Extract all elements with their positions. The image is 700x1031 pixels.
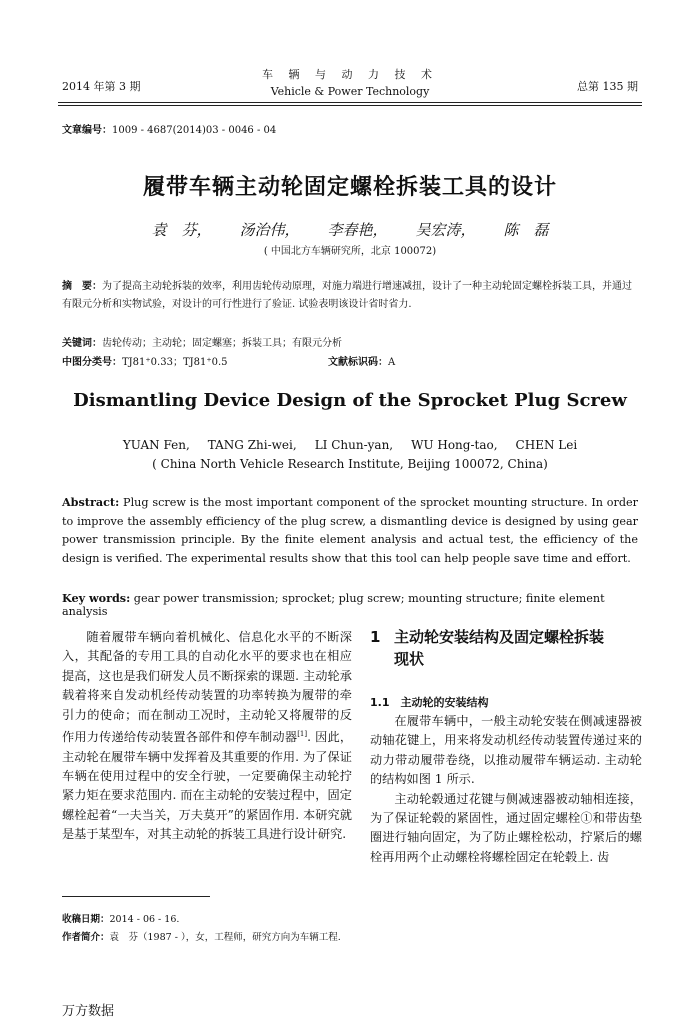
article-number (62, 121, 276, 136)
keywords-zh-label: 关键词： (62, 338, 102, 349)
author-en: CHEN Lei (515, 438, 578, 452)
keywords-zh (62, 335, 638, 352)
affiliation-en: ( China North Vehicle Research Institute, Beijing 100072, China) (152, 457, 548, 471)
abstract-en-label: Abstract: (62, 495, 120, 509)
footnote-rule (62, 896, 210, 897)
abstract-en-text: Plug screw is the most important component of the sprocket mounting structure. In order to improve the assembly efficiency of the plug screw, a dismantling device is designed by using gear power transmission principle. By the finite element analysis and actual test, the efficiency of the design is verified. The experimental results show that this tool can help people save time and effort. (62, 496, 638, 565)
header-rule (58, 102, 642, 103)
affiliation-zh: ( 中国北方车辆研究所，北京 100072) (263, 246, 437, 257)
author-zh: 陈 磊 (503, 221, 549, 239)
keywords-zh-text: 齿轮传动；主动轮；固定螺塞；拆装工具；有限元分析 (102, 338, 342, 349)
abstract-zh-text: 为了提高主动轮拆装的效率，利用齿轮传动原理，对施力端进行增速减扭，设计了一种主动轮固定螺栓拆装工具，并通过有限元分析和实物试验，对设计的可行性进行了验证. 试验表明该设计省时省力. (62, 281, 632, 310)
classification-number (62, 353, 228, 368)
title-zh: 履带车辆主动轮固定螺栓拆装工具的设计 (142, 175, 557, 200)
wanfang-watermark: 万方数据 (62, 1004, 115, 1019)
document-id-label: 文献标识码： (328, 357, 388, 368)
section-1-heading (370, 626, 640, 670)
authors-zh (0, 219, 700, 240)
article-number-value: 1009 - 4687(2014)03 - 0046 - 04 (112, 125, 277, 136)
subsection-1-1-heading: 1.1 主动轮的安装结构 (370, 696, 489, 709)
author-zh: 袁 芬， (151, 221, 212, 239)
classification-text: TJ81⁺0.33；TJ81⁺0.5 (122, 357, 228, 368)
abstract-en (62, 493, 638, 568)
intro-text-part1: 随着履带车辆向着机械化、信息化水平的不断深入，其配备的专用工具的自动化水平的要求也在相应提高，这也是我们研发人员不断探索的课题. 主动轮承载着将来自发动机经传动装置的功率转换为履带的牵引力的使命；而在制动工况时，主动轮又将履带的反作用力传递给传动装置各部件和停车制动器 (62, 630, 352, 745)
footnote-author-text: 袁 芬（1987 - ），女，工程师，研究方向为车辆工程. (109, 932, 341, 943)
author-en: TANG Zhi-wei, (207, 438, 297, 452)
article-number-label: 文章编号： (62, 125, 112, 136)
section-1-number: 1 (370, 628, 381, 646)
section-1-body (370, 712, 642, 867)
section-1-paragraph: 主动轮毂通过花键与侧减速器被动轴相连接，为了保证轮毂的紧固性，通过固定螺栓①和带齿垫圈进行轴向固定，为了防止螺栓松动，拧紧后的螺栓再用两个止动螺栓将螺栓固定在轮毂上. 齿 (370, 791, 642, 864)
author-en: WU Hong-tao, (411, 438, 498, 452)
header-rule-thin (58, 105, 642, 106)
footnote-author-label: 作者简介： (62, 932, 110, 943)
section-1-paragraph: 在履带车辆中，一般主动轮安装在侧减速器被动轴花键上，用来将发动机经传动装置传递过来的动力带动履带卷绕，以推动履带车辆运动. 主动轮的结构如图 1 所示. (370, 714, 642, 787)
author-zh: 吴宏涛， (415, 221, 476, 239)
author-zh: 李春艳， (327, 221, 388, 239)
authors-en (0, 438, 700, 452)
author-zh: 汤治伟， (239, 221, 300, 239)
classification-label: 中图分类号： (62, 357, 122, 368)
abstract-zh (62, 278, 638, 314)
title-en: Dismantling Device Design of the Sprocket Plug Screw (73, 390, 627, 411)
footnote-received (62, 911, 179, 925)
keywords-en-text: gear power transmission; sprocket; plug screw; mounting structure; finite element analysis (62, 592, 605, 618)
footnote-received-label: 收稿日期： (62, 914, 110, 925)
journal-name-en: Vehicle & Power Technology (270, 85, 430, 98)
citation-ref: [1] (297, 730, 308, 739)
author-en: YUAN Fen, (122, 438, 190, 452)
keywords-en-label: Key words: (62, 591, 131, 605)
document-id (328, 353, 395, 368)
author-en: LI Chun-yan, (314, 438, 394, 452)
introduction-paragraph (62, 628, 352, 845)
footnote-author (62, 929, 341, 943)
abstract-zh-label: 摘 要： (62, 281, 102, 292)
keywords-en (62, 591, 638, 618)
journal-name-zh: 车 辆 与 动 力 技 术 (262, 68, 438, 81)
section-1-title-line2: 现状 (394, 650, 425, 668)
total-issue-label: 总第 135 期 (577, 80, 638, 93)
intro-text-part2: . 因此，主动轮在履带车辆中发挥着及其重要的作用. 为了保证车辆在使用过程中的安全行驶，一定要确保主动轮拧紧力矩在要求范围内. 而在主动轮的安装过程中，固定螺栓起着“一夫当关，万夫莫开”的紧固作用. 本研究就是基于某型车，对其主动轮的拆装工具进行设计研究. (62, 730, 353, 842)
issue-label: 2014 年第 3 期 (62, 80, 141, 93)
footnote-received-date: 2014 - 06 - 16. (109, 914, 180, 925)
section-1-title-line1: 主动轮安装结构及固定螺栓拆装 (394, 628, 605, 646)
document-id-text: A (388, 357, 396, 368)
